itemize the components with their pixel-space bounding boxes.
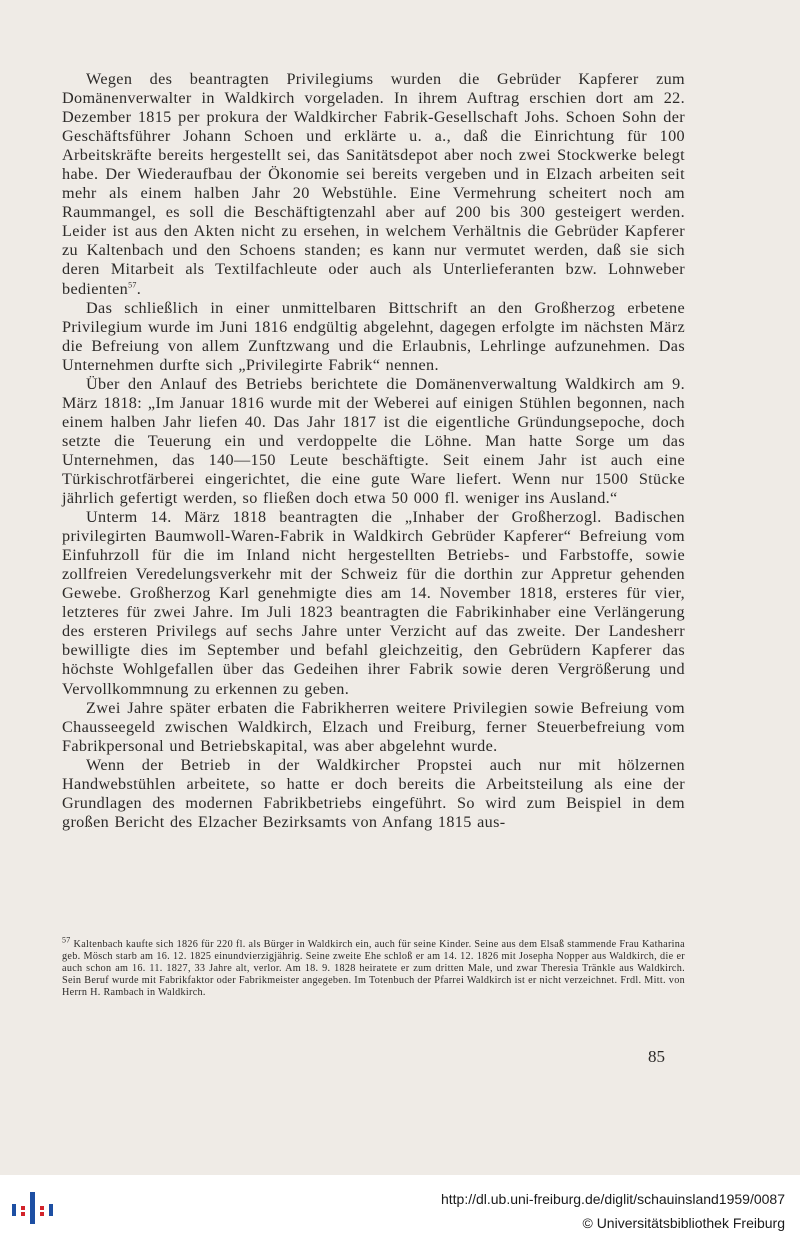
paragraph: Wegen des beantragten Privilegiums wurden die Gebrüder Kapferer zum Domänenverwalter in Waldkirch vorgeladen. In ihrem Auftrag erschien dort am 22. Dezember 1815 per prokura der Waldkircher Fabrik-Gesellschaft Johs. Schoen Sohn der Geschäftsführer Johann Schoen und erklärte u. a., daß die Einrichtung für 100 Arbeitskräfte bereits hergestellt sei, das Sanitätsdepot aber noch zwei Stockwerke belegt habe. Der Wiederaufbau der Ökonomie sei bereits vergeben und in Elzach arbeiten seit mehr als einem halben Jahr 20 Webstühle. Eine Vermehrung scheitert noch am Raummangel, es soll die Beschäftigtenzahl aber auf 200 bis 300 gesteigert werden. Leider ist aus den Akten nicht zu ersehen, in welchem Verhältnis die Gebrüder Kapferer zu Kaltenbach und den Schoens standen; es kann nur vermutet werden, daß sie sich deren Mitarbeit als Textilfachleute oder auch als Unterlieferanten bzw. Lohnweber bedienten$^{57}$. bbox=[62, 70, 685, 298]
permalink-url[interactable]: http://dl.ub.uni-freiburg.de/diglit/schauinsland1959/0087 bbox=[440, 1191, 785, 1207]
library-logo-icon bbox=[10, 1188, 56, 1228]
paragraph: Wenn der Betrieb in der Waldkircher Propstei auch nur mit hölzernen Handwebstühlen arbeitete, so hatte er doch bereits die Arbeitsteilung als eine der Grundlagen des modernen Fabrikbetriebs eingeführt. So wird zum Beispiel in dem großen Bericht des Elzacher Bezirksamts von Anfang 1815 aus- bbox=[62, 755, 685, 831]
paragraph: Über den Anlauf des Betriebs berichtete die Domänenverwaltung Waldkirch am 9. März 1818: „Im Januar 1816 wurde mit der Weberei auf einigen Stühlen begonnen, nach einem halben Jahr liefen 40. Das Jahr 1817 ist die eigentliche Gründungsepoche, doch setzte die Teuerung ein und verdoppelte die Löhne. Man hatte Sorge um das Unternehmen, das 140—150 Leute beschäftigte. Seit einem Jahr ist auch eine Türkischrotfärberei eingerichtet, die eine gute Ware liefert. Wenn nur 1500 Stücke jährlich gefertigt werden, so fließen doch etwa 50 000 fl. weniger ins Ausland.“ bbox=[62, 374, 685, 508]
footnote-number: 57 bbox=[62, 935, 71, 945]
body-text bbox=[62, 70, 685, 832]
copyright-notice: © Universitätsbibliothek Freiburg bbox=[582, 1215, 785, 1231]
footnote bbox=[62, 935, 685, 999]
paragraph: Zwei Jahre später erbaten die Fabrikherren weitere Privilegien sowie Befreiung vom Chausseegeld zwischen Waldkirch, Elzach und Freiburg, ferner Steuerbefreiung vom Fabrikpersonal und Betriebskapital, was aber abgelehnt wurde. bbox=[62, 698, 685, 755]
page-number: 85 bbox=[648, 1047, 665, 1066]
footnote-reference: 57 bbox=[128, 280, 137, 290]
paragraph: Das schließlich in einer unmittelbaren Bittschrift an den Großherzog erbetene Privilegium wurde im Juni 1816 endgültig abgelehnt, dagegen erfolgte im nächsten März die Befreiung von allem Zunftzwang und die Erlaubnis, Lehrlinge aufzunehmen. Das Unternehmen durfte sich „Privilegirte Fabrik“ nennen. bbox=[62, 298, 685, 374]
footnote-text: Kaltenbach kaufte sich 1826 für 220 fl. als Bürger in Waldkirch ein, auch für seine Kinder. Seine aus dem Elsaß stammende Frau Katharina geb. Mösch starb am 16. 12. 1825 einundvierzigjährig. Seine zweite Ehe schloß er am 14. 12. 1826 mit Josepha Nopper aus Waldkirch, die er auch schon am 16. 11. 1827, 33 Jahre alt, verlor. Am 18. 9. 1828 heiratete er zum dritten Male, und zwar Theresia Tränkle aus Waldkirch. Sein Beruf wurde mit Fabrikfaktor oder Fabrikmeister angegeben. Im Totenbuch der Pfarrei Waldkirch ist er nicht verzeichnet. Frdl. Mitt. von Herrn H. Rambach in Waldkirch. bbox=[62, 939, 685, 998]
paragraph: Unterm 14. März 1818 beantragten die „Inhaber der Großherzogl. Badischen privilegirten Baumwoll-Waren-Fabrik in Waldkirch Gebrüder Kapferer“ Befreiung vom Einfuhrzoll für die im Inland nicht hergestellten Betriebs- und Farbstoffe, sowie zollfreien Veredelungsverkehr mit der Schweiz für die dorthin zur Appretur gehenden Gewebe. Großherzog Karl genehmigte dies am 14. November 1818, ersteres für vier, letzteres für zwei Jahre. Im Juli 1823 beantragten die Fabrikinhaber eine Verlängerung des ersteren Privilegs auf sechs Jahre unter Verzicht auf das zweite. Der Landesherr bewilligte dies im September und befahl gleichzeitig, den Gebrüdern Kapferer das höchste Wohlgefallen über das Gedeihen ihrer Fabrik sowie deren Vergrößerung und Vervollkommnung zu erkennen zu geben. bbox=[62, 508, 685, 698]
footer-bar bbox=[0, 1175, 800, 1239]
